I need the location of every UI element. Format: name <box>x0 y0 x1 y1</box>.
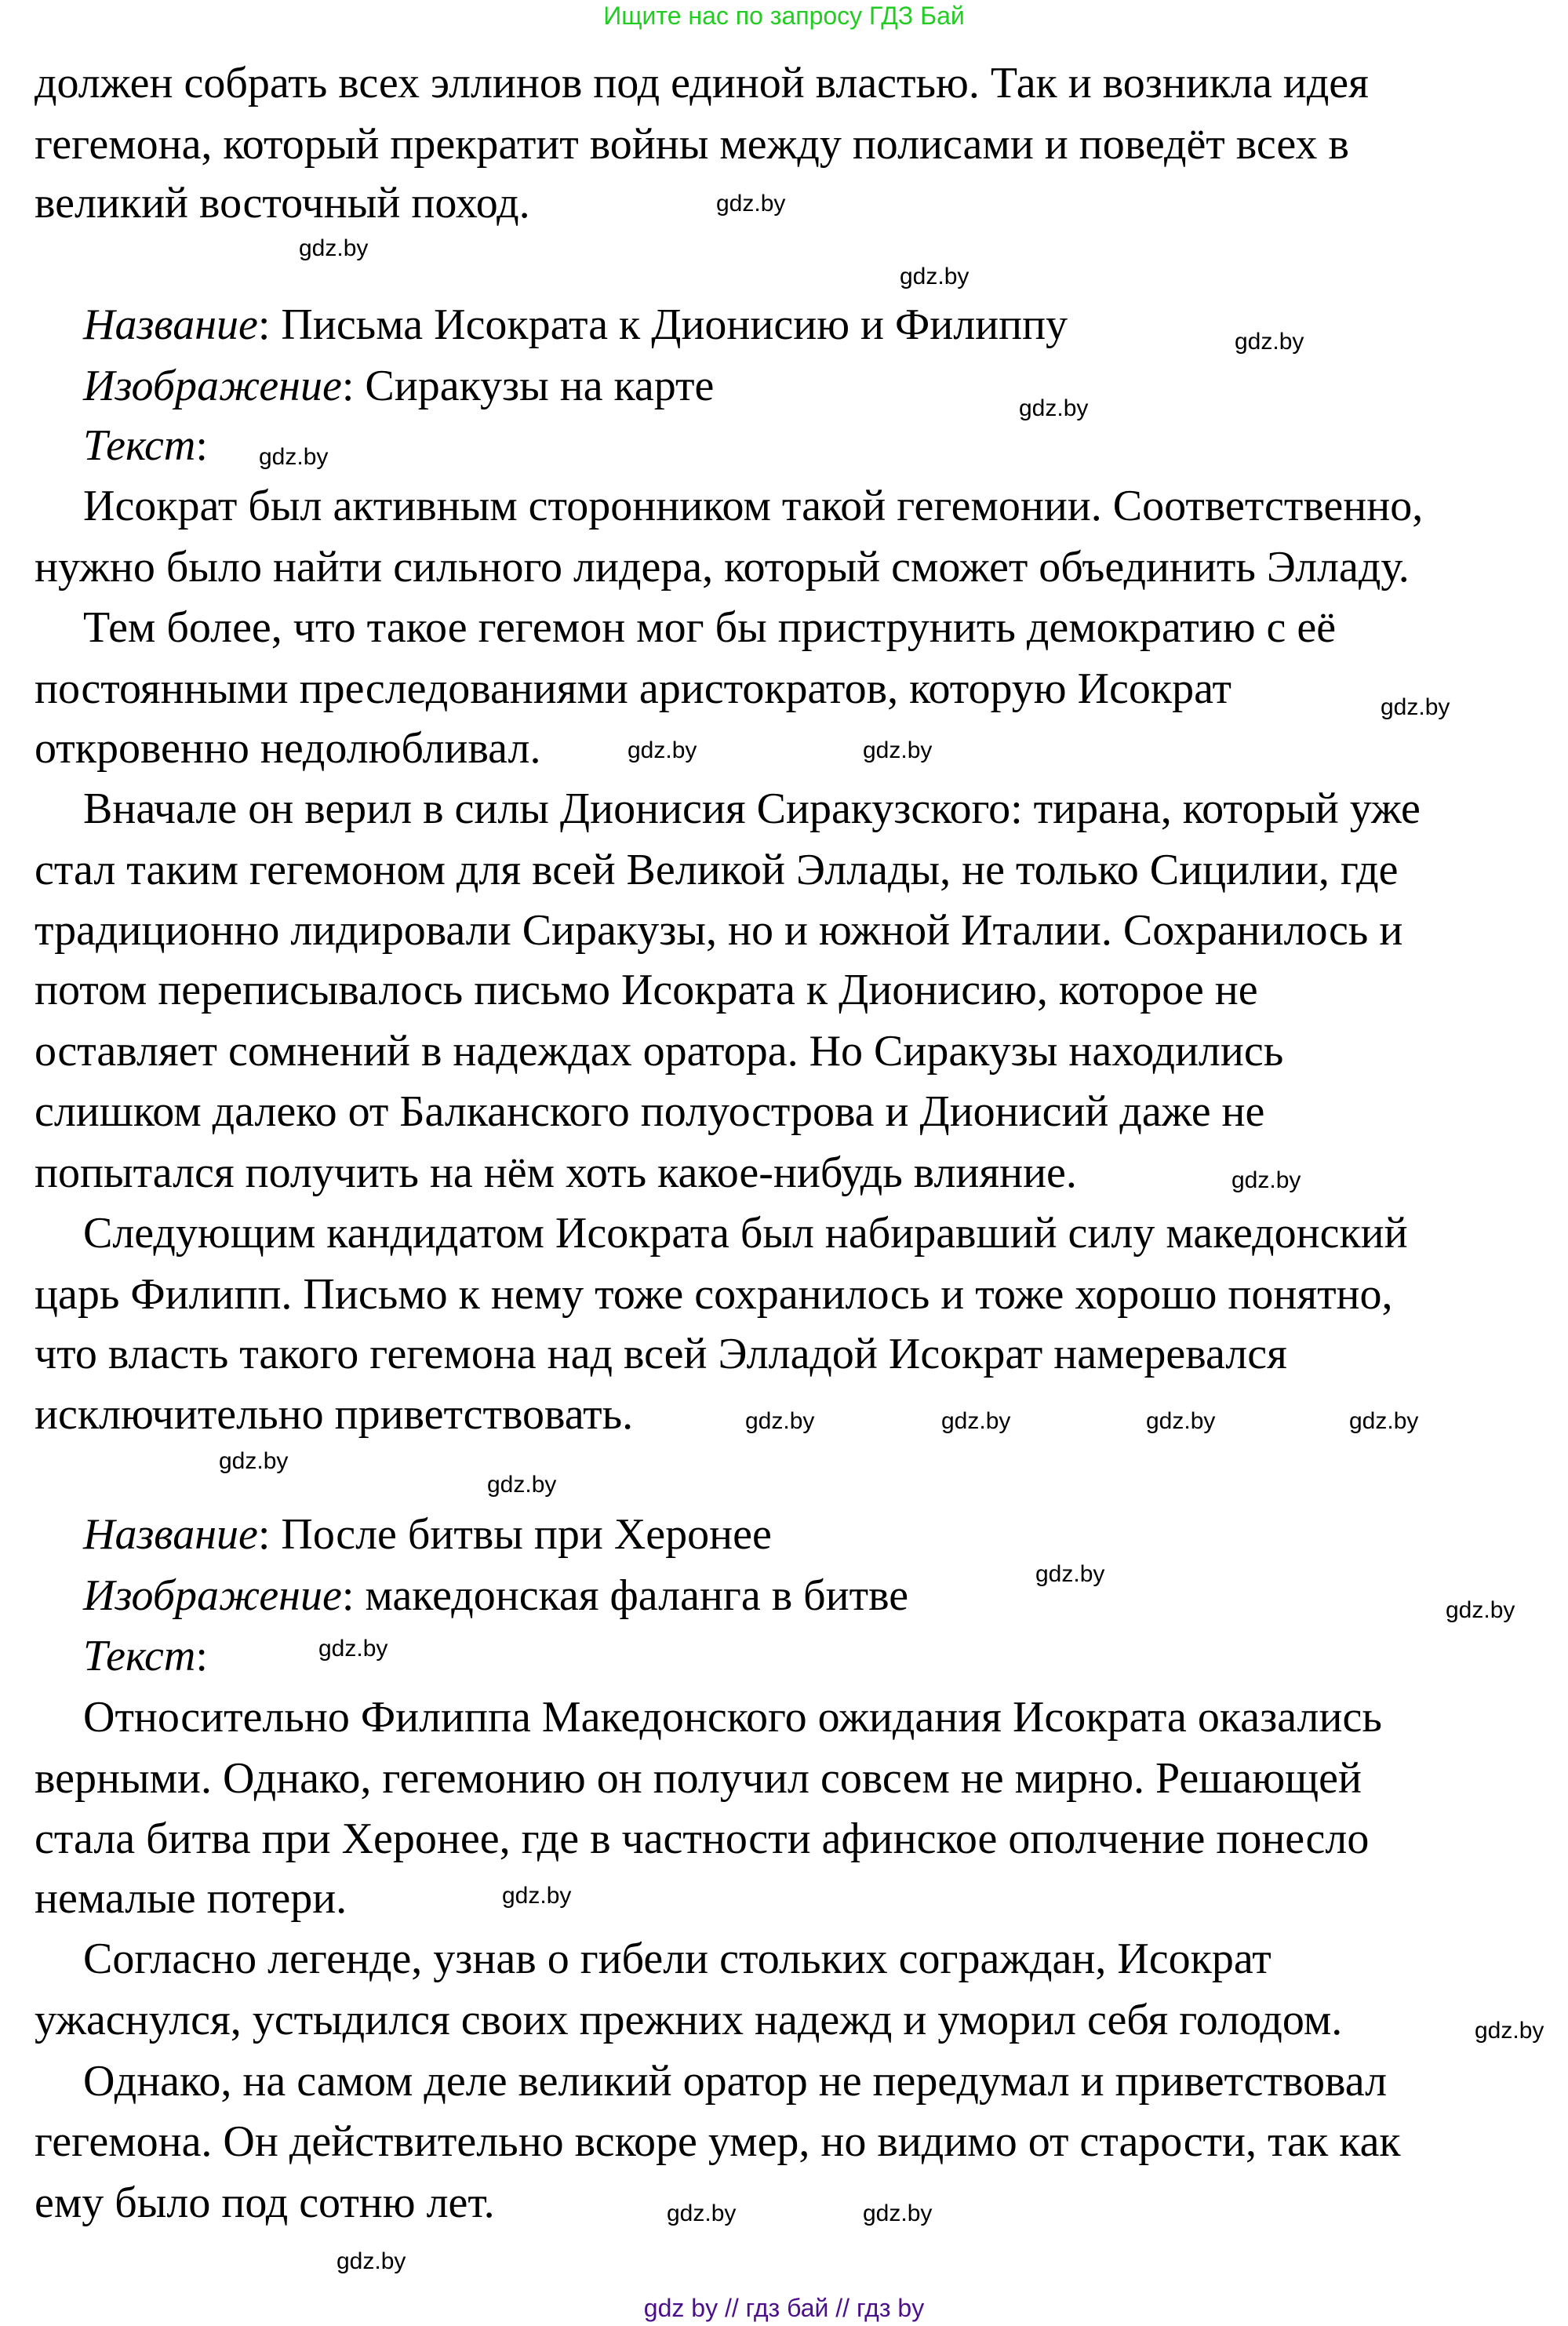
footer-banner[interactable]: gdz by // гдз бай // гдз by <box>643 2294 925 2322</box>
watermark: gdz.by <box>1446 1597 1515 1623</box>
text-line: великий восточный поход. <box>35 179 530 228</box>
text-line: гегемона. Он действительно вскоре умер, но видимо от старости, так как <box>35 2117 1401 2166</box>
text-line: гегемона, который прекратит войны между полисами и поведёт всех в <box>35 120 1349 169</box>
watermark: gdz.by <box>487 1472 557 1498</box>
image-value: : Сиракузы на карте <box>341 362 715 410</box>
section1-title <box>83 297 1068 352</box>
watermark: gdz.by <box>628 737 697 763</box>
watermark: gdz.by <box>745 1408 815 1434</box>
text-line: Однако, на самом деле великий оратор не передумал и приветствовал <box>83 2057 1388 2106</box>
search-banner: Ищите нас по запросу ГДЗ Бай <box>603 2 965 30</box>
watermark: gdz.by <box>1231 1167 1301 1193</box>
text-line: царь Филипп. Письмо к нему тоже сохранилось и тоже хорошо понятно, <box>35 1270 1393 1319</box>
watermark: gdz.by <box>1035 1561 1105 1587</box>
title-label: Название <box>83 300 258 349</box>
text-line: слишком далеко от Балканского полуострова и Дионисий даже не <box>35 1087 1265 1136</box>
watermark: gdz.by <box>318 1636 388 1662</box>
text-label: Текст <box>83 421 196 470</box>
section2-text-label: Текст: <box>83 1632 208 1680</box>
text-line: должен собрать всех эллинов под единой властью. Так и возникла идея <box>35 59 1369 107</box>
title-value: : После битвы при Херонее <box>257 1510 772 1559</box>
watermark: gdz.by <box>1381 694 1450 720</box>
text-line: потом переписывалось письмо Исократа к Дионисию, которое не <box>35 966 1258 1014</box>
text-line: немалые потери. <box>35 1874 347 1923</box>
watermark: gdz.by <box>941 1408 1011 1434</box>
image-value: : македонская фаланга в битве <box>341 1571 909 1620</box>
section1-text-label: Текст: <box>83 421 208 470</box>
text-line: ему было под сотню лет. <box>35 2179 495 2227</box>
text-line: Вначале он верил в силы Дионисия Сиракузского: тирана, который уже <box>83 784 1421 833</box>
image-label: Изображение <box>83 362 342 410</box>
watermark: gdz.by <box>337 2248 406 2274</box>
watermark: gdz.by <box>1235 329 1304 355</box>
watermark: gdz.by <box>900 264 970 289</box>
text-line: что власть такого гегемона над всей Элладой Исократ намеревался <box>35 1330 1287 1378</box>
text-line: постоянными преследованиями аристократов, которую Исократ <box>35 664 1231 713</box>
text-line: ужаснулся, устыдился своих прежних надежд и уморил себя голодом. <box>35 1996 1343 2044</box>
text-line: Следующим кандидатом Исократа был набиравший силу македонский <box>83 1209 1408 1258</box>
title-label: Название <box>83 1510 258 1559</box>
watermark: gdz.by <box>502 1883 572 1909</box>
text-line: Исократ был активным сторонником такой гегемонии. Соответственно, <box>83 482 1424 530</box>
text-line: Согласно легенде, узнав о гибели стольких сограждан, Исократ <box>83 1935 1271 1983</box>
text-line: откровенно недолюбливал. <box>35 724 541 773</box>
watermark: gdz.by <box>716 191 786 217</box>
text-line: Тем более, что такое гегемон мог бы приструнить демократию с её <box>83 603 1337 652</box>
watermark: gdz.by <box>219 1448 289 1474</box>
text-line: стал таким гегемоном для всей Великой Эллады, не только Сицилии, где <box>35 846 1399 894</box>
text-line: оставляет сомнений в надеждах оратора. Но Сиракузы находились <box>35 1027 1284 1076</box>
section2-title <box>83 1507 772 1562</box>
section1-image <box>83 359 714 413</box>
watermark: gdz.by <box>299 235 369 261</box>
watermark: gdz.by <box>259 444 329 470</box>
text-line: стала битва при Херонее, где в частности афинское ополчение понесло <box>35 1815 1370 1863</box>
watermark: gdz.by <box>1349 1408 1419 1434</box>
watermark: gdz.by <box>863 2200 933 2226</box>
text-line: исключительно приветствовать. <box>35 1390 634 1439</box>
title-value: : Письма Исократа к Дионисию и Филиппу <box>257 300 1068 349</box>
image-label: Изображение <box>83 1571 342 1620</box>
text-label: Текст <box>83 1632 196 1680</box>
text-line: верными. Однако, гегемонию он получил совсем не мирно. Решающей <box>35 1754 1362 1803</box>
watermark: gdz.by <box>1019 395 1089 421</box>
watermark: gdz.by <box>1475 2018 1544 2044</box>
text-line: традиционно лидировали Сиракузы, но и южной Италии. Сохранилось и <box>35 906 1403 955</box>
text-line: Относительно Филиппа Македонского ожидания Исократа оказались <box>83 1693 1382 1742</box>
watermark: gdz.by <box>667 2200 737 2226</box>
text-line: нужно было найти сильного лидера, который сможет объединить Элладу. <box>35 543 1410 592</box>
section2-image <box>83 1568 908 1623</box>
watermark: gdz.by <box>1146 1408 1216 1434</box>
watermark: gdz.by <box>863 737 933 763</box>
text-line: попытался получить на нём хоть какое-нибудь влияние. <box>35 1148 1077 1197</box>
